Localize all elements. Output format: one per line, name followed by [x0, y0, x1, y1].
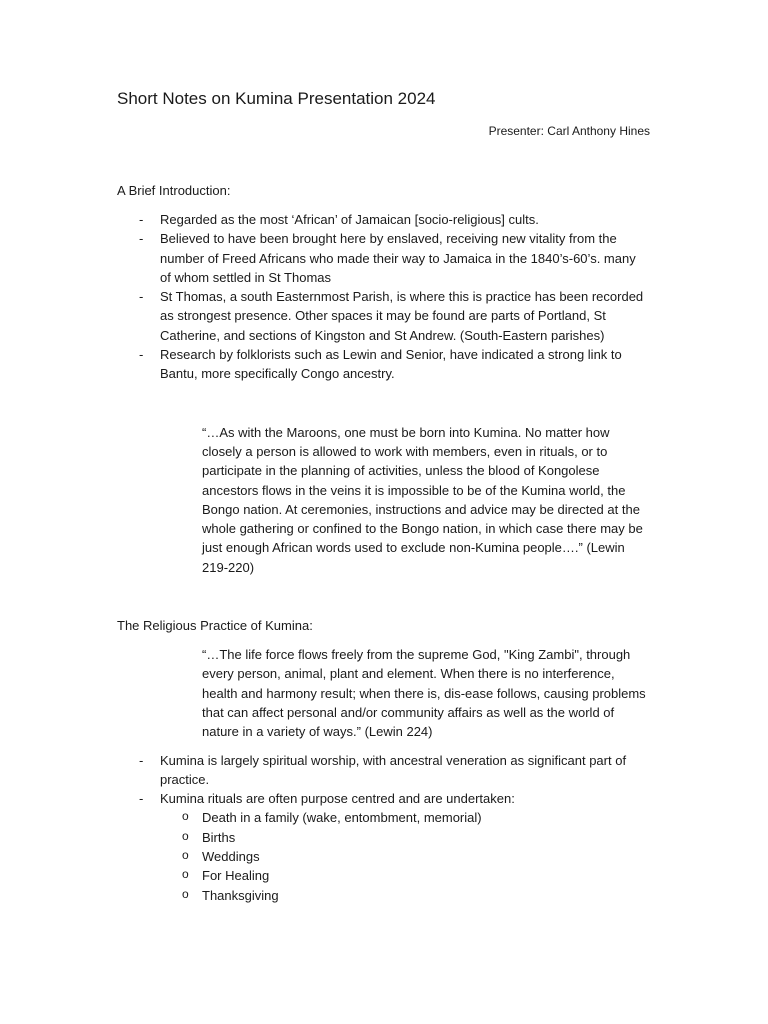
practice-heading: The Religious Practice of Kumina: [117, 618, 313, 634]
lewin-quote-bongo-nation: “…As with the Maroons, one must be born into Kumina. No matter how closely a person is allowed to work with members, even in rituals, or to participate in the planning of activities, unless the blood of Kongolese ancestors flows in the veins it is impossible to be of the Kumina world, the Bongo nation. At ceremonies, instructions and advice may be directed at the whole gathering or confined to the Bongo nation, in which case there may be just enough African words used to exclude non-Kumina people….” (Lewin 219-220) [202, 424, 643, 575]
document-title: Short Notes on Kumina Presentation 2024 [117, 89, 436, 108]
occasion-item: o For Healing [160, 866, 650, 885]
list-item: - St Thomas, a south Easternmost Parish, is where this is practice has been recorded as strongest presence. Other spaces it may be found are parts of Portland, St Catherine, and sections of Kingston and St Andrew. (South-Eastern parishes) [117, 287, 650, 345]
list-item: - Believed to have been brought here by enslaved, receiving new vitality from the number of Freed Africans who made their way to Jamaica in the 1840’s-60’s. many of whom settled in St Thomas [117, 229, 650, 287]
occasion-item: o Thanksgiving [160, 886, 650, 905]
list-item [117, 789, 650, 905]
practice-list [117, 751, 650, 905]
list-item-text: Kumina rituals are often purpose centred and are undertaken: [160, 791, 515, 807]
lewin-quote-life-force: “…The life force flows freely from the supreme God, "King Zambi", through every person, animal, plant and element. When there is no interference, health and harmony result; when there is, dis-ease follows, causing problems that can affect personal and/or community affairs as well as the world of nature in a variety of ways.” (Lewin 224) [202, 647, 646, 740]
list-item: - Kumina is largely spiritual worship, with ancestral veneration as significant part of practice. [117, 751, 650, 790]
presenter-line: Presenter: Carl Anthony Hines [488, 124, 650, 138]
list-item: - Regarded as the most ‘African’ of Jamaican [socio-religious] cults. [117, 210, 650, 229]
occasions-list [160, 808, 650, 904]
document-page [117, 88, 650, 905]
intro-heading: A Brief Introduction: [117, 183, 231, 198]
intro-list [117, 210, 650, 384]
occasion-item: o Births [160, 828, 650, 847]
occasion-item: o Weddings [160, 847, 650, 866]
occasion-item: o Death in a family (wake, entombment, memorial) [160, 808, 650, 827]
list-item: - Research by folklorists such as Lewin and Senior, have indicated a strong link to Bantu, more specifically Congo ancestry. [117, 345, 650, 384]
